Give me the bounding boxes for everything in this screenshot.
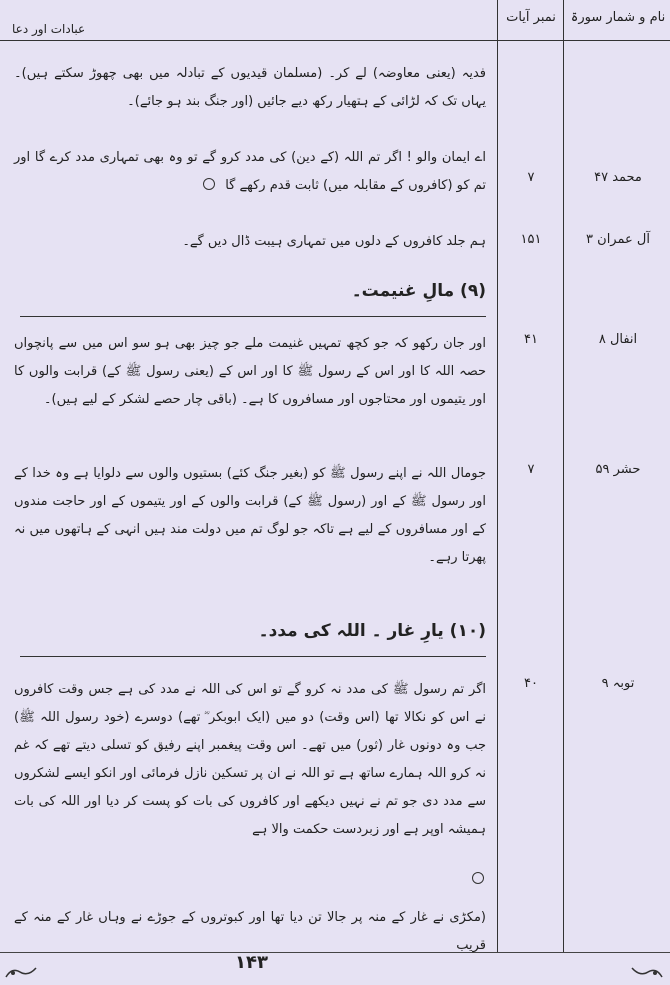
column-header-ayah: نمبر آیات xyxy=(506,10,556,25)
ayah-ref: ۱۵۱ xyxy=(520,232,542,247)
ayah-ref: ۴۰ xyxy=(524,676,538,691)
paragraph: (مکڑی نے غار کے منہ پر جالا تن دیا تھا اور کبوتروں کے جوڑے نے وہاں غار کے منہ کے قریب xyxy=(14,910,486,953)
verse-end-circle-icon xyxy=(472,872,484,884)
ayah-ref: ۷ xyxy=(527,170,535,185)
paragraph: اگر تم رسول ﷺ کی مدد نہ کرو گے تو اس کی اللہ نے مدد کی ہے جس وقت کافروں نے اس کو نکالا تھا (اس وقت) دو میں (ایک ابوبکر ؓ تھے) دوسرے (خود رسول اللہ ﷺ) جب وہ دونوں غار (ثور) میں تھے۔ اس وقت پیغمبر اپنے رفیق کو تسلی دیتے تھے کہ غم نہ کرو اللہ ہمارے ساتھ ہے تو اللہ نے ان پر تسکین نازل فرمائی اور انکو ایسے لشکروں سے مدد دی جو تم نے نہیں دیکھے اور کافروں کی بات کو پست کر دیا اور اللہ کی بات ہمیشہ اوپر ہے اور زبردست حکمت والا ہے xyxy=(14,682,486,837)
header-rule xyxy=(0,40,670,41)
paragraph xyxy=(14,144,486,200)
verse-end-circle-icon xyxy=(203,178,215,190)
running-title: عبادات اور دعا xyxy=(12,22,86,36)
surah-ref: انفال ۸ xyxy=(598,332,638,347)
corner-ornament-icon xyxy=(630,964,664,978)
surah-ref: محمد ۴۷ xyxy=(594,170,642,185)
surah-ref: حشر ۵۹ xyxy=(595,462,641,477)
column-divider-ayah xyxy=(497,0,498,952)
paragraph-text: اے ایمان والو ! اگر تم اللہ (کے دین) کی مدد کرو گے تو وہ بھی تمہاری مدد کرے گا اور تم کو (کافروں کے مقابلہ میں) ثابت قدم رکھے گا xyxy=(14,150,486,193)
column-header-surah: نام و شمار سورۃ xyxy=(570,10,666,25)
ayah-ref: ۷ xyxy=(527,462,535,477)
corner-ornament-icon xyxy=(4,964,38,978)
section-heading: (۱۰) یارِ غار ۔ اللہ کی مدد۔ xyxy=(258,621,486,641)
heading-underline xyxy=(20,316,486,317)
heading-underline xyxy=(20,656,486,657)
paragraph: فدیہ (یعنی معاوضہ) لے کر۔ (مسلمان قیدیوں کے تبادلہ میں بھی چھوڑ سکتے ہیں)۔ یہاں تک کہ لڑائی کے ہتھیار رکھ دیے جائیں (اور جنگ بند ہو جائے)۔ xyxy=(14,66,486,109)
paragraph: اور جان رکھو کہ جو کچھ تمہیں غنیمت ملے جو چیز بھی ہو سو اس میں سے پانچواں حصہ اللہ کا اور اس کے رسول ﷺ کا اور اس کے (یعنی رسول ﷺ کے) قرابت والوں کا اور یتیموں اور محتاجوں اور مسافروں کا ہے۔ (باقی چار حصے لشکر کے لیے ہیں)۔ xyxy=(14,336,486,407)
column-divider-surah xyxy=(563,0,564,952)
paragraph: جومال اللہ نے اپنے رسول ﷺ کو (بغیر جنگ کئے) بستیوں والوں سے دلوایا ہے وہ خدا کے اور رسول ﷺ کے اور (رسول ﷺ کے) قرابت والوں کے اور یتیموں کے اور حاجت مندوں کے اور مسافروں کے لیے ہے تاکہ جو لوگ تم میں دولت مند ہیں انہی کے ہاتھوں میں نہ پھرتا رہے۔ xyxy=(14,466,486,565)
page-number: ۱۴۳ xyxy=(235,952,268,973)
paragraph: ہم جلد کافروں کے دلوں میں تمہاری ہیبت ڈال دیں گے۔ xyxy=(182,234,486,249)
surah-ref: آل عمران ۳ xyxy=(586,232,650,247)
ayah-ref: ۴۱ xyxy=(524,332,538,347)
surah-ref: توبہ ۹ xyxy=(601,676,635,691)
section-heading: (۹) مالِ غنیمت۔ xyxy=(351,281,486,301)
